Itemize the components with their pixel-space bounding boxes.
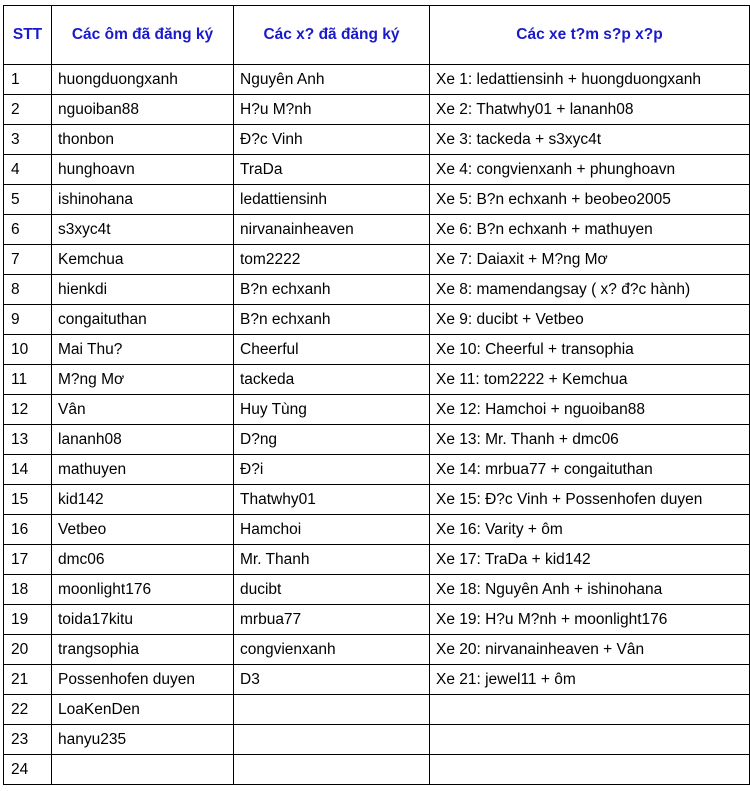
cell-stt: 7 xyxy=(4,245,52,275)
cell-xe-arranged: Xe 8: mamendangsay ( x? đ?c hành) xyxy=(430,275,750,305)
table-row xyxy=(4,305,750,335)
cell-stt: 14 xyxy=(4,455,52,485)
cell-stt: 20 xyxy=(4,635,52,665)
cell-xe: Hamchoi xyxy=(234,515,430,545)
cell-xe-arranged: Xe 12: Hamchoi + nguoiban88 xyxy=(430,395,750,425)
table-row xyxy=(4,275,750,305)
cell-xe: Huy Tùng xyxy=(234,395,430,425)
table-row xyxy=(4,215,750,245)
cell-om: mathuyen xyxy=(52,455,234,485)
cell-stt: 3 xyxy=(4,125,52,155)
cell-xe: tackeda xyxy=(234,365,430,395)
header-om-registered: Các ôm đã đăng ký xyxy=(52,6,234,65)
cell-om: congaituthan xyxy=(52,305,234,335)
cell-xe-arranged: Xe 19: H?u M?nh + moonlight176 xyxy=(430,605,750,635)
cell-om: hunghoavn xyxy=(52,155,234,185)
cell-xe-arranged: Xe 15: Đ?c Vinh + Possenhofen duyen xyxy=(430,485,750,515)
cell-xe: mrbua77 xyxy=(234,605,430,635)
cell-om: s3xyc4t xyxy=(52,215,234,245)
cell-xe: TraDa xyxy=(234,155,430,185)
cell-xe: ducibt xyxy=(234,575,430,605)
table-row xyxy=(4,425,750,455)
cell-xe: Thatwhy01 xyxy=(234,485,430,515)
table-row xyxy=(4,755,750,785)
cell-xe: H?u M?nh xyxy=(234,95,430,125)
cell-xe-arranged: Xe 16: Varity + ôm xyxy=(430,515,750,545)
cell-xe-arranged: Xe 13: Mr. Thanh + dmc06 xyxy=(430,425,750,455)
cell-xe: nirvanainheaven xyxy=(234,215,430,245)
table-row xyxy=(4,365,750,395)
cell-xe-arranged: Xe 3: tackeda + s3xyc4t xyxy=(430,125,750,155)
table-row xyxy=(4,185,750,215)
table-row xyxy=(4,65,750,95)
cell-xe xyxy=(234,725,430,755)
cell-om: toida17kitu xyxy=(52,605,234,635)
cell-xe-arranged: Xe 2: Thatwhy01 + lananh08 xyxy=(430,95,750,125)
table-row xyxy=(4,485,750,515)
cell-om: trangsophia xyxy=(52,635,234,665)
table-row xyxy=(4,665,750,695)
cell-om: lananh08 xyxy=(52,425,234,455)
table-row xyxy=(4,635,750,665)
cell-stt: 11 xyxy=(4,365,52,395)
cell-xe-arranged xyxy=(430,725,750,755)
cell-om: kid142 xyxy=(52,485,234,515)
cell-stt: 24 xyxy=(4,755,52,785)
header-row xyxy=(4,6,750,65)
cell-xe-arranged: Xe 21: jewel11 + ôm xyxy=(430,665,750,695)
cell-xe-arranged: Xe 20: nirvanainheaven + Vân xyxy=(430,635,750,665)
table-row xyxy=(4,575,750,605)
cell-om: M?ng Mơ xyxy=(52,365,234,395)
cell-xe: ledattiensinh xyxy=(234,185,430,215)
cell-xe-arranged: Xe 1: ledattiensinh + huongduongxanh xyxy=(430,65,750,95)
cell-xe xyxy=(234,755,430,785)
header-xe-arranged: Các xe t?m s?p x?p xyxy=(430,6,750,65)
cell-stt: 13 xyxy=(4,425,52,455)
cell-stt: 5 xyxy=(4,185,52,215)
cell-om: ishinohana xyxy=(52,185,234,215)
table-row xyxy=(4,515,750,545)
cell-om: hienkdi xyxy=(52,275,234,305)
cell-stt: 23 xyxy=(4,725,52,755)
cell-xe-arranged: Xe 6: B?n echxanh + mathuyen xyxy=(430,215,750,245)
cell-stt: 8 xyxy=(4,275,52,305)
table-row xyxy=(4,545,750,575)
cell-xe: tom2222 xyxy=(234,245,430,275)
cell-xe-arranged: Xe 17: TraDa + kid142 xyxy=(430,545,750,575)
cell-xe xyxy=(234,695,430,725)
cell-om: moonlight176 xyxy=(52,575,234,605)
table-row xyxy=(4,125,750,155)
cell-xe-arranged: Xe 7: Daiaxit + M?ng Mơ xyxy=(430,245,750,275)
cell-om: Vetbeo xyxy=(52,515,234,545)
cell-xe: Mr. Thanh xyxy=(234,545,430,575)
registration-table xyxy=(3,5,750,785)
cell-stt: 6 xyxy=(4,215,52,245)
cell-xe-arranged: Xe 11: tom2222 + Kemchua xyxy=(430,365,750,395)
cell-om: Kemchua xyxy=(52,245,234,275)
cell-stt: 16 xyxy=(4,515,52,545)
cell-om: dmc06 xyxy=(52,545,234,575)
table-row xyxy=(4,95,750,125)
cell-xe-arranged: Xe 4: congvienxanh + phunghoavn xyxy=(430,155,750,185)
cell-stt: 22 xyxy=(4,695,52,725)
cell-stt: 19 xyxy=(4,605,52,635)
cell-xe: D3 xyxy=(234,665,430,695)
cell-xe: B?n echxanh xyxy=(234,275,430,305)
cell-stt: 21 xyxy=(4,665,52,695)
cell-xe: Đ?i xyxy=(234,455,430,485)
cell-xe: congvienxanh xyxy=(234,635,430,665)
header-xe-registered: Các x? đã đăng ký xyxy=(234,6,430,65)
table-body xyxy=(4,65,750,785)
cell-xe: Đ?c Vinh xyxy=(234,125,430,155)
cell-xe-arranged: Xe 9: ducibt + Vetbeo xyxy=(430,305,750,335)
cell-om xyxy=(52,755,234,785)
cell-stt: 1 xyxy=(4,65,52,95)
table-row xyxy=(4,695,750,725)
cell-xe-arranged: Xe 14: mrbua77 + congaituthan xyxy=(430,455,750,485)
cell-xe-arranged: Xe 10: Cheerful + transophia xyxy=(430,335,750,365)
cell-stt: 2 xyxy=(4,95,52,125)
cell-om: Vân xyxy=(52,395,234,425)
cell-stt: 9 xyxy=(4,305,52,335)
cell-om: Possenhofen duyen xyxy=(52,665,234,695)
cell-om: nguoiban88 xyxy=(52,95,234,125)
table-row xyxy=(4,455,750,485)
cell-stt: 4 xyxy=(4,155,52,185)
cell-om: thonbon xyxy=(52,125,234,155)
table-row xyxy=(4,245,750,275)
cell-xe: B?n echxanh xyxy=(234,305,430,335)
cell-xe: Nguyên Anh xyxy=(234,65,430,95)
cell-stt: 17 xyxy=(4,545,52,575)
table-row xyxy=(4,155,750,185)
cell-om: LoaKenDen xyxy=(52,695,234,725)
table-row xyxy=(4,725,750,755)
cell-om: huongduongxanh xyxy=(52,65,234,95)
table-row xyxy=(4,335,750,365)
cell-xe: Cheerful xyxy=(234,335,430,365)
cell-stt: 15 xyxy=(4,485,52,515)
cell-xe-arranged xyxy=(430,755,750,785)
cell-xe-arranged: Xe 18: Nguyên Anh + ishinohana xyxy=(430,575,750,605)
cell-om: Mai Thu? xyxy=(52,335,234,365)
cell-stt: 18 xyxy=(4,575,52,605)
cell-xe-arranged: Xe 5: B?n echxanh + beobeo2005 xyxy=(430,185,750,215)
table-row xyxy=(4,395,750,425)
header-stt: STT xyxy=(4,6,52,65)
cell-stt: 10 xyxy=(4,335,52,365)
cell-stt: 12 xyxy=(4,395,52,425)
cell-xe: D?ng xyxy=(234,425,430,455)
table-row xyxy=(4,605,750,635)
cell-om: hanyu235 xyxy=(52,725,234,755)
cell-xe-arranged xyxy=(430,695,750,725)
